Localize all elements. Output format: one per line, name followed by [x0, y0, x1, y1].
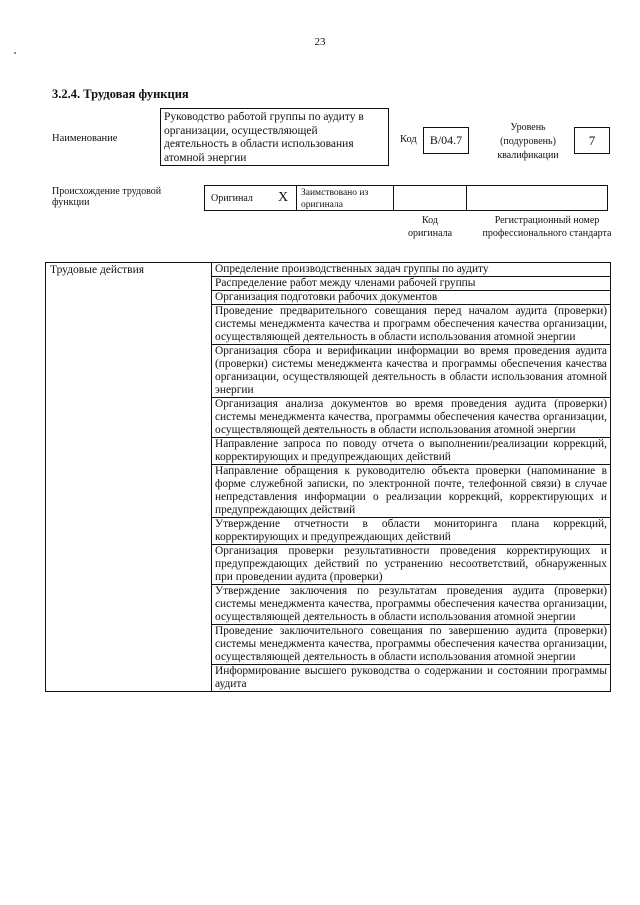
page-number: 23 — [314, 36, 326, 48]
level-value: 7 — [588, 132, 596, 148]
labor-action-item: Утверждение заключения по результатам проведения аудита (проверки) системы менеджмента качества, программы обеспечения качества организации, осуществляющей деятельность в области использования атомной энергии — [212, 585, 611, 625]
code-value: B/04.7 — [429, 133, 463, 147]
labor-action-item: Организация проверки результативности проведения корректирующих и предупреждающих действий по устранению несоответствий, обнаруженных при проведении аудита (проверки) — [212, 545, 611, 585]
original-mark: X — [278, 190, 289, 205]
code-original-label: Код оригинала — [407, 215, 453, 239]
labor-action-item: Организация анализа документов во время проведения аудита (проверки) системы менеджмента качества, программы обеспечения качества организации, осуществляющей деятельность в области использования атомной энергии — [212, 398, 611, 438]
origin-label: Происхождение трудовой функции — [52, 186, 162, 208]
labor-action-item: Распределение работ между членами рабочей группы — [212, 277, 611, 291]
level-label: Уровень (подуровень) квалификации — [497, 122, 559, 161]
labor-action-item: Проведение заключительного совещания по завершению аудита (проверки) системы менеджмента качества, программы обеспечения качества организации, осуществляющей деятельность в области использования атомной энергии — [212, 625, 611, 665]
labor-action-item: Определение производственных задач группы по аудиту — [212, 263, 611, 277]
labor-action-item: Организация сбора и верификации информации во время проведения аудита (проверки) системы менеджмента качества и программы обеспечения качества организации, осуществляющей деятельность в области использования атомной энергии — [212, 345, 611, 398]
origin-row — [204, 185, 608, 211]
original-cell — [204, 185, 297, 211]
level-box — [574, 127, 610, 154]
labor-action-item: Информирование высшего руководства о содержании и состоянии программы аудита — [212, 665, 611, 692]
labor-action-item: Проведение предварительного совещания перед началом аудита (проверки) системы менеджмента качества и программ обеспечения качества организации, осуществляющей деятельность в области использования атомной энергии — [212, 305, 611, 345]
reg-number-cell — [466, 185, 608, 211]
scan-speck — [14, 52, 16, 54]
code-original-cell — [393, 185, 467, 211]
borrowed-cell — [296, 185, 394, 211]
reg-number-label: Регистрационный номер профессионального стандарта — [482, 215, 612, 239]
labor-actions-table — [45, 262, 611, 692]
code-label: Код — [400, 134, 417, 145]
section-title: 3.2.4. Трудовая функция — [52, 87, 189, 101]
borrowed-label: Заимствовано из оригинала — [301, 188, 369, 210]
labor-action-item: Организация подготовки рабочих документов — [212, 291, 611, 305]
labor-action-item: Утверждение отчетности в области мониторинга плана коррекций, корректирующих и предупреждающих действий — [212, 518, 611, 545]
labor-actions-label: Трудовые действия — [46, 263, 212, 692]
labor-action-item: Направление обращения к руководителю объекта проверки (напоминание в форме служебной записки, по электронной почте, телефонной связи) в случае непредставления информации о реализации коррекций, корректирующих и предупреждающих действий — [212, 465, 611, 518]
name-label: Наименование — [52, 133, 118, 144]
function-name-value: Руководство работой группы по аудиту в организации, осуществляющей деятельность в области использования атомной энергии — [164, 111, 364, 164]
table-row — [46, 263, 611, 277]
function-name-box — [160, 108, 389, 166]
code-box — [423, 127, 469, 154]
original-label: Оригинал — [211, 193, 253, 204]
labor-action-item: Направление запроса по поводу отчета о выполнении/реализации коррекций, корректирующих и предупреждающих действий — [212, 438, 611, 465]
